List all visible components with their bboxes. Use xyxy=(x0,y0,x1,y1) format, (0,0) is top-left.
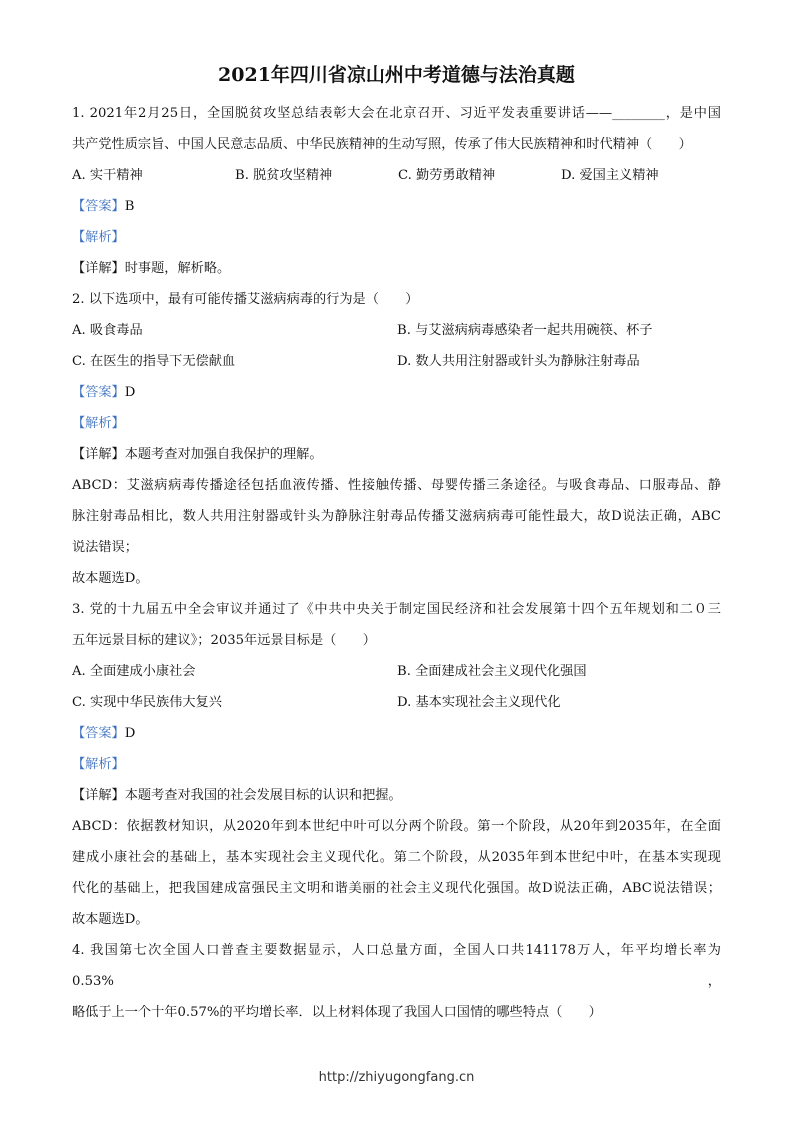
question-3-detail xyxy=(72,780,721,811)
question-1-option-b: B. 脱贫攻坚精神 xyxy=(235,168,333,183)
detail-tag: 【详解】 xyxy=(72,788,125,803)
question-1-detail xyxy=(72,253,721,284)
question-3-stem-line-1: 3. 党的十九届五中全会审议并通过了《中共中央关于制定国民经济和社会发展第十四个五年规划和二０三 xyxy=(72,602,721,617)
question-3-analysis-tag: 【解析】 xyxy=(72,757,125,772)
question-1-options xyxy=(72,160,721,191)
question-1 xyxy=(72,98,721,284)
question-2-answer xyxy=(72,377,721,408)
question-3-answer xyxy=(72,718,721,749)
question-3-options-row-2 xyxy=(72,687,721,718)
question-4 xyxy=(72,935,721,1028)
question-1-stem-line-2: 共产党性质宗旨、中国人民意志品质、中华民族精神的生动写照，传承了伟大民族精神和时代精神（ ） xyxy=(72,137,692,152)
question-1-option-a: A. 实干精神 xyxy=(72,168,143,183)
question-3-option-d: D. 基本实现社会主义现代化 xyxy=(397,695,561,710)
detail-text: 时事题，解析略。 xyxy=(124,261,231,276)
answer-value: D xyxy=(124,726,136,741)
question-3-stem-line-2: 五年远景目标的建议》；2035年远景目标是（ ） xyxy=(72,633,376,648)
detail-text: 本题考查对加强自我保护的理解。 xyxy=(124,447,323,462)
question-2-explanation-line-3: 说法错误； xyxy=(72,540,138,555)
footer-url: http://zhiyugongfang.cn xyxy=(318,1070,475,1085)
question-2-option-a: A. 吸食毒品 xyxy=(72,323,143,338)
detail-tag: 【详解】 xyxy=(72,261,125,276)
question-2-options-row-1 xyxy=(72,315,721,346)
question-2 xyxy=(72,284,721,594)
question-2-explanation-line-1: ABCD：艾滋病病毒传播途径包括血液传播、性接触传播、母婴传播三条途径。与吸食毒品、口服毒品、静 xyxy=(72,478,721,493)
question-1-option-d: D. 爱国主义精神 xyxy=(561,168,659,183)
answer-tag: 【答案】 xyxy=(72,726,125,741)
detail-text: 本题考查对我国的社会发展目标的认识和把握。 xyxy=(124,788,402,803)
answer-tag: 【答案】 xyxy=(72,385,125,400)
question-1-analysis-tag: 【解析】 xyxy=(72,230,125,245)
question-3-option-a: A. 全面建成小康社会 xyxy=(72,664,196,679)
question-4-stem-line-2: 略低于上一个十年0.57%的平均增长率．以上材料体现了我国人口国情的哪些特点（ ） xyxy=(72,1005,602,1020)
question-3-option-b: B. 全面建成社会主义现代化强国 xyxy=(397,664,587,679)
question-2-explanation-line-2: 脉注射毒品相比，数人共用注射器或针头为静脉注射毒品传播艾滋病病毒可能性最大，故D说法正确，ABC xyxy=(72,509,721,524)
question-3-explanation-line-2: 建成小康社会的基础上，基本实现社会主义现代化。第二个阶段，从2035年到本世纪中叶，在基本实现现 xyxy=(72,850,721,865)
detail-tag: 【详解】 xyxy=(72,447,125,462)
question-3 xyxy=(72,594,721,935)
question-1-answer xyxy=(72,191,721,222)
question-3-conclusion: 故本题选D。 xyxy=(72,912,149,927)
question-3-explanation-line-1: ABCD：依据教材知识，从2020年到本世纪中叶可以分两个阶段。第一个阶段，从20年到2035年，在全面 xyxy=(72,819,721,834)
question-2-option-b: B. 与艾滋病病毒感染者一起共用碗筷、杯子 xyxy=(397,323,653,338)
question-2-conclusion: 故本题选D。 xyxy=(72,571,149,586)
answer-value: B xyxy=(124,199,135,214)
question-3-options-row-1 xyxy=(72,656,721,687)
answer-value: D xyxy=(124,385,136,400)
question-4-stem-line-1: 4. 我国第七次全国人口普查主要数据显示，人口总量方面，全国人口共141178万人，年平均增长率为0.53%， xyxy=(72,943,721,989)
question-2-analysis-tag: 【解析】 xyxy=(72,416,125,431)
question-3-explanation-line-3: 代化的基础上，把我国建成富强民主文明和谐美丽的社会主义现代化强国。故D说法正确，ABC说法错误； xyxy=(72,881,721,896)
question-3-option-c: C. 实现中华民族伟大复兴 xyxy=(72,695,222,710)
answer-tag: 【答案】 xyxy=(72,199,125,214)
question-2-option-c: C. 在医生的指导下无偿献血 xyxy=(72,354,236,369)
question-2-stem: 2. 以下选项中，最有可能传播艾滋病病毒的行为是（ ） xyxy=(72,292,419,307)
question-2-option-d: D. 数人共用注射器或针头为静脉注射毒品 xyxy=(397,354,640,369)
question-1-option-c: C. 勤劳勇敢精神 xyxy=(398,168,496,183)
page-title: 2021年四川省凉山州中考道德与法治真题 xyxy=(218,64,575,86)
question-2-detail xyxy=(72,439,721,470)
question-2-options-row-2 xyxy=(72,346,721,377)
question-1-stem-line-1: 1. 2021年2月25日，全国脱贫攻坚总结表彰大会在北京召开、习近平发表重要讲话——________，是中国 xyxy=(72,106,721,121)
